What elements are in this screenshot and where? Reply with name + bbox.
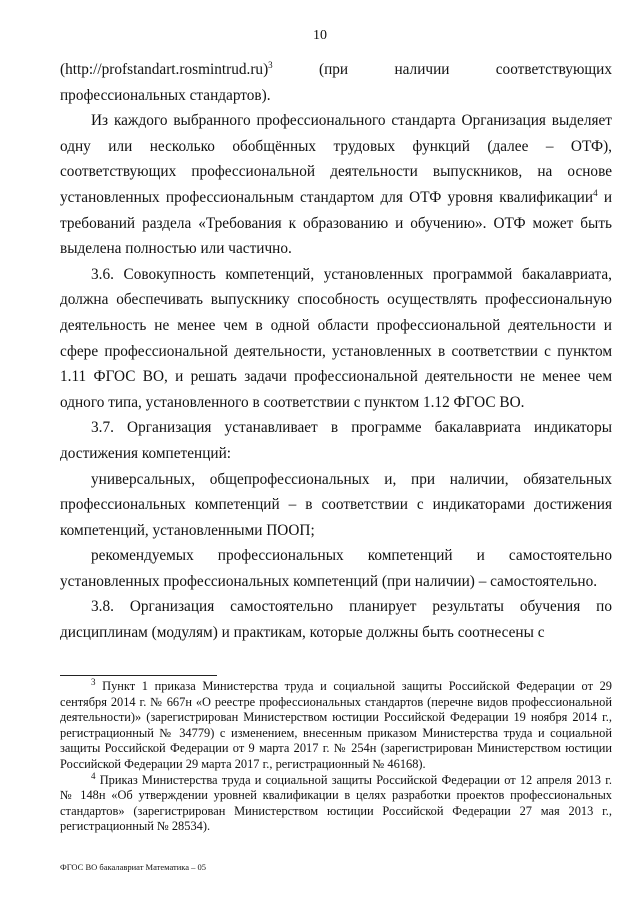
footnote-4: $^4$ Приказ Министерства труда и социальной защиты Российской Федерации от 12 апреля 2013 г. № 148н «Об утверждении уровней квалификации в целях разработки проектов профессиональных стандартов» (зарегистрирован Министерством юстиции Российской Федерации 27 мая 2013 г., регистрационный № 28534). [60,770,612,834]
paragraph-otf: Из каждого выбранного профессионального стандарта Организация выделяет одну или несколько обобщённых трудовых функций (далее – ОТФ), соответствующих профессиональной деятельности выпускников, на основе установленных профессиональным стандартом для ОТФ уровня квалификации$^4$ и требований раздела «Требования к образованию и обучению». ОТФ может быть выделена полностью или частично. [60,112,613,258]
paragraph-3-7: 3.7. Организация устанавливает в программе бакалавриата индикаторы достижения компетенций: [60,419,612,462]
list-item-recommended: рекомендуемых профессиональных компетенций и самостоятельно установленных профессиональных компетенций (при наличии) – самостоятельно. [60,547,612,590]
page-number: 10 [313,28,327,43]
paragraph-3-8: 3.8. Организация самостоятельно планирует результаты обучения по дисциплинам (модулям) и практикам, которые должны быть соотнесены с [60,598,612,642]
list-item-universal: универсальных, общепрофессиональных и, при наличии, обязательных профессиональных компетенций – в соответствии с индикаторами достижения компетенций, установленными ПООП; [60,470,612,539]
paragraph-3-6: 3.6. Совокупность компетенций, установленных программой бакалавриата, должна обеспечивать выпускнику способность осуществлять профессиональную деятельность не менее чем в одной области профессиональной деятельности и сфере профессиональной деятельности, установленных в соответствии с пунктом 1.11 ФГОС ВО, и решать задачи профессиональной деятельности не менее чем одного типа, установленного в соответствии с пунктом 1.12 ФГОС ВО. [60,265,612,411]
page-footer: ФГОС ВО бакалавриат Математика – 05 [60,862,207,872]
footnote-mark: 3 [91,676,96,687]
footnote-mark: 4 [91,770,96,781]
paragraph-standards-link: (http://profstandart.rosmintrud.ru)$^3$ (при наличии соответствующих профессиональных стандартов). [60,59,612,104]
footnotes [60,676,612,835]
url-text: (http://profstandart.rosmintrud.ru) [60,61,269,78]
footnote-3: $^3$ Пункт 1 приказа Министерства труда и социальной защиты Российской Федерации от 29 сентября 2014 г. № 667н «О реестре профессиональных стандартов (перечне видов профессиональной деятельности)» (зарегистрирован Министерством юстиции Российской Федерации 19 ноября 2014 г., регистрационный № 34779) с изменением, внесенным приказом Министерства труда и социальной защиты Российской Федерации от 9 марта 2017 г. № 254н (зарегистрирован Министерством юстиции Российской Федерации 29 марта 2017 г., регистрационный № 46168). [60,676,612,771]
footnote-ref-3[interactable]: 3 [268,59,273,70]
footnote-ref-4[interactable]: 4 [593,187,598,198]
body-text [60,57,612,646]
footnote-divider [60,675,217,676]
